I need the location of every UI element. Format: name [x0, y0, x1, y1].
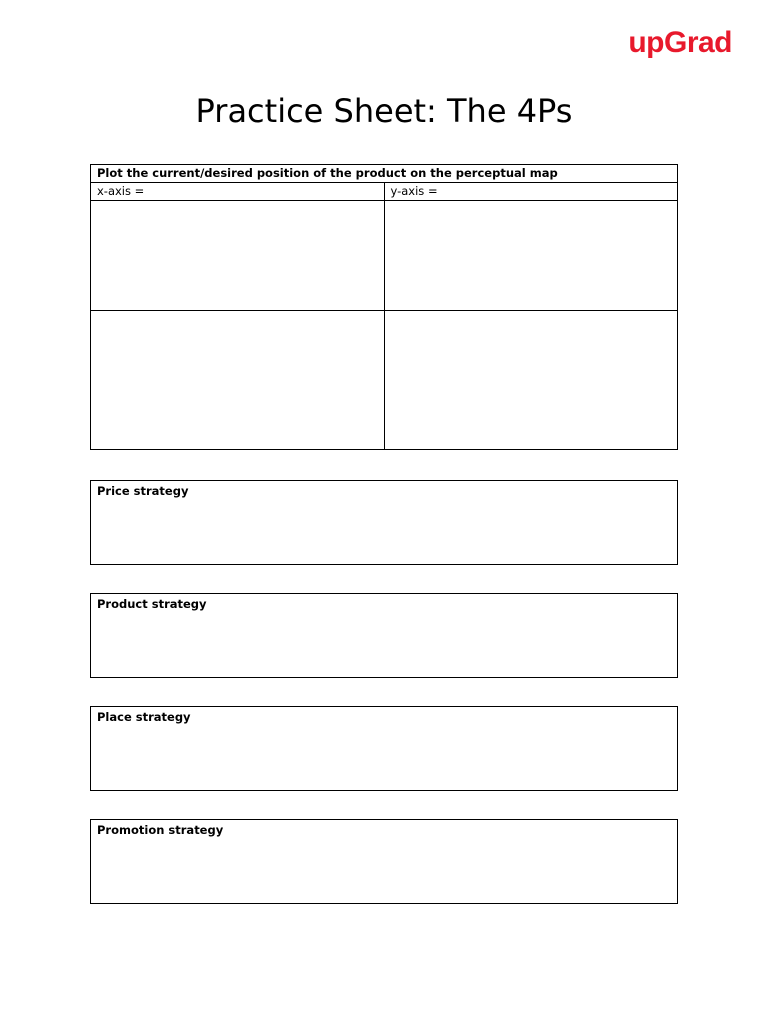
- x-axis-field[interactable]: x-axis =: [91, 183, 385, 201]
- axis-row: [91, 183, 678, 201]
- quadrant-bottom-right[interactable]: [384, 311, 678, 450]
- upgrad-logo: upGrad: [628, 26, 732, 59]
- product-strategy-label: Product strategy: [97, 597, 207, 611]
- quadrant-top-left[interactable]: [91, 201, 385, 311]
- place-strategy-box[interactable]: [90, 706, 678, 791]
- quadrant-row-bottom: [91, 311, 678, 450]
- promotion-strategy-label: Promotion strategy: [97, 823, 224, 837]
- place-strategy-label: Place strategy: [97, 710, 191, 724]
- table-header-row: [91, 165, 678, 183]
- promotion-strategy-box[interactable]: [90, 819, 678, 904]
- perceptual-map-table: [90, 164, 678, 450]
- quadrant-top-right[interactable]: [384, 201, 678, 311]
- price-strategy-box[interactable]: [90, 480, 678, 565]
- price-strategy-label: Price strategy: [97, 484, 189, 498]
- quadrant-row-top: [91, 201, 678, 311]
- page-title: Practice Sheet: The 4Ps: [195, 92, 573, 130]
- quadrant-bottom-left[interactable]: [91, 311, 385, 450]
- perceptual-map-instruction: Plot the current/desired position of the product on the perceptual map: [91, 165, 678, 183]
- product-strategy-box[interactable]: [90, 593, 678, 678]
- y-axis-field[interactable]: y-axis =: [384, 183, 678, 201]
